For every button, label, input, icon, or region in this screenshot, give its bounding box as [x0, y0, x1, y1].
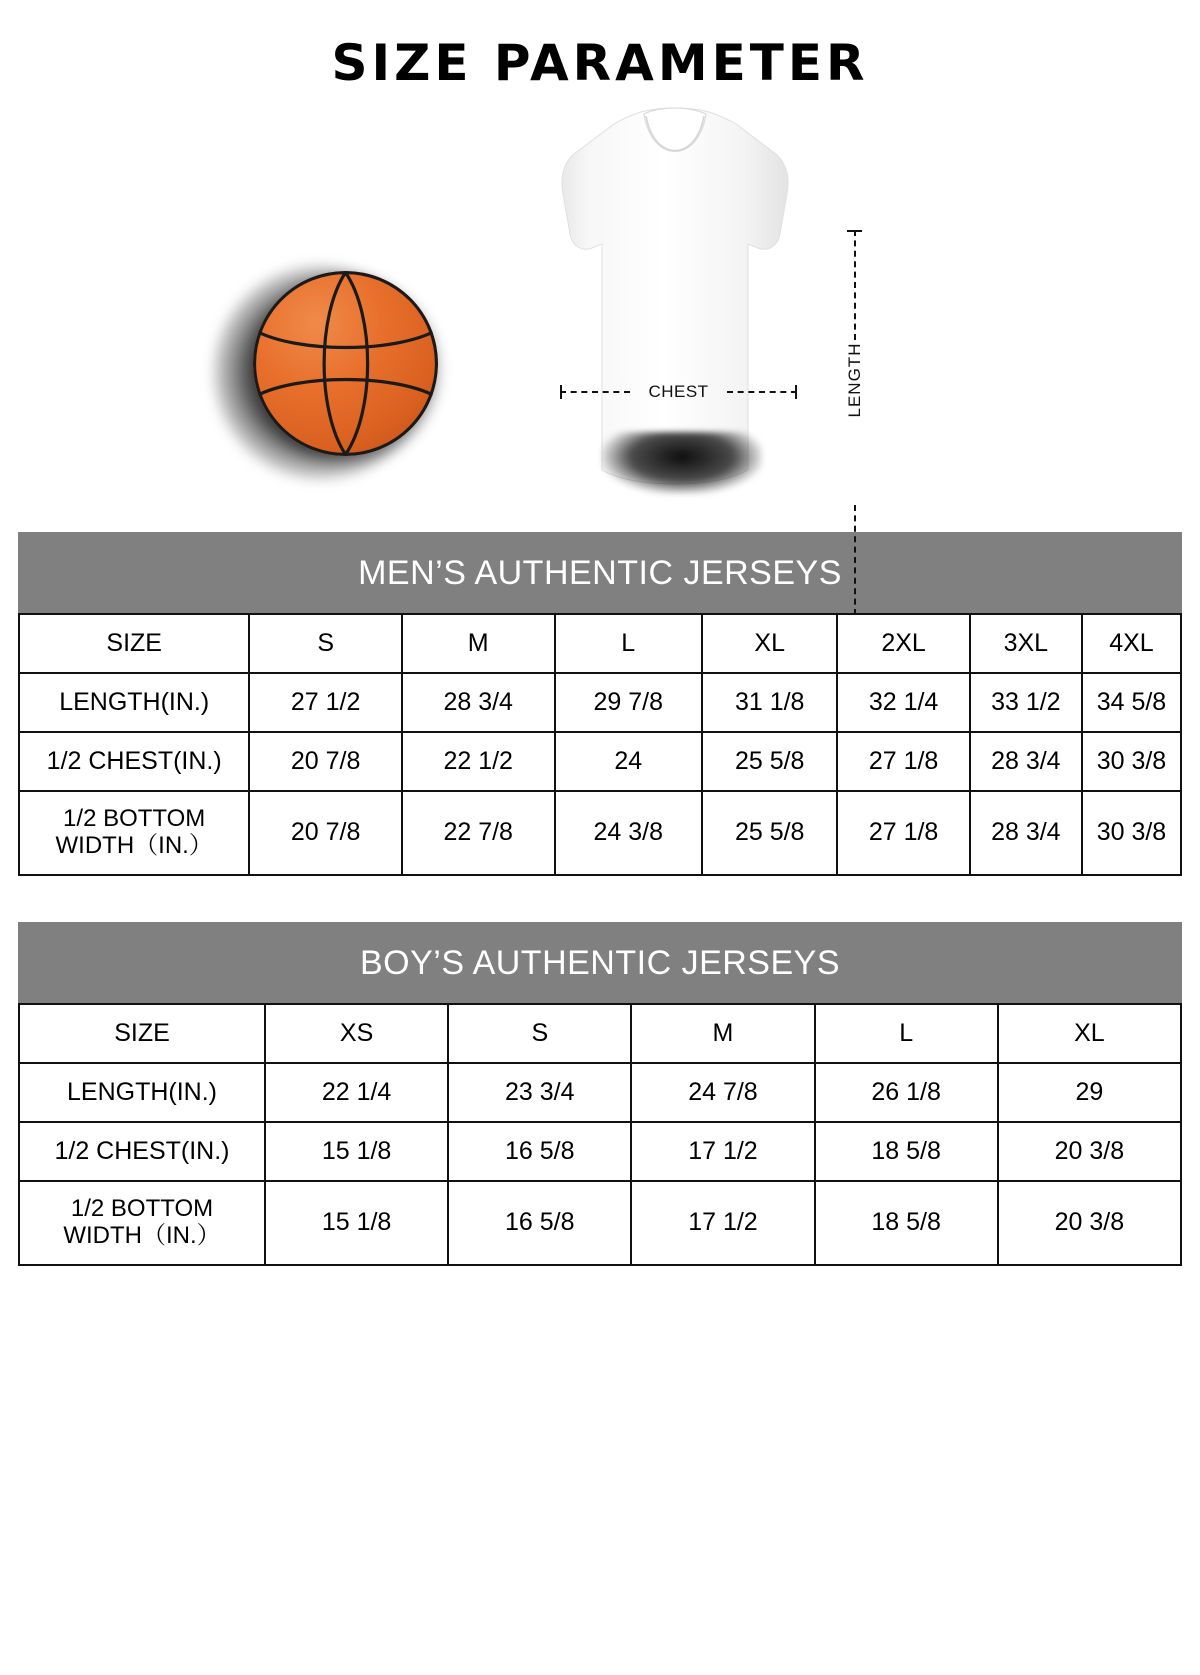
length-cap-bottom [847, 613, 862, 615]
length-measure-line [845, 230, 865, 615]
cell-chest-3xl: 28 3/4 [970, 732, 1082, 791]
row-label-half-bottom-width: 1/2 BOTTOM WIDTH（IN.） [19, 1181, 265, 1265]
table-row [19, 1181, 1181, 1265]
cell-chest-s: 16 5/8 [448, 1122, 631, 1181]
cell-chest-m: 22 1/2 [402, 732, 555, 791]
cell-bottom-l: 18 5/8 [815, 1181, 998, 1265]
illustration-area [0, 102, 1200, 532]
column-header-m: M [402, 614, 555, 673]
cell-bottom-s: 16 5/8 [448, 1181, 631, 1265]
cell-length-l: 26 1/8 [815, 1063, 998, 1122]
boys-table-header: BOY’S AUTHENTIC JERSEYS [18, 922, 1182, 1003]
mens-size-table-block [18, 532, 1182, 876]
mens-size-table [18, 613, 1182, 876]
table-row [19, 732, 1181, 791]
cell-chest-xl: 25 5/8 [702, 732, 837, 791]
cell-length-s: 23 3/4 [448, 1063, 631, 1122]
cell-length-4xl: 34 5/8 [1082, 673, 1181, 732]
page-title: SIZE PARAMETER [331, 34, 869, 92]
length-label: LENGTH [845, 342, 864, 418]
cell-chest-4xl: 30 3/8 [1082, 732, 1181, 791]
column-header-4xl: 4XL [1082, 614, 1181, 673]
cell-length-2xl: 32 1/4 [837, 673, 969, 732]
basketball-icon [253, 271, 438, 456]
column-header-l: L [815, 1004, 998, 1063]
cell-bottom-m: 22 7/8 [402, 791, 555, 875]
row-label-half-bottom-width: 1/2 BOTTOM WIDTH（IN.） [19, 791, 249, 875]
table-header-row [19, 1004, 1181, 1063]
column-header-l: L [555, 614, 703, 673]
cell-length-m: 24 7/8 [631, 1063, 814, 1122]
jersey-illustration [540, 102, 810, 512]
jersey-shadow [602, 432, 762, 494]
basketball-illustration [213, 257, 443, 487]
column-header-s: S [448, 1004, 631, 1063]
cell-bottom-m: 17 1/2 [631, 1181, 814, 1265]
column-header-xl: XL [702, 614, 837, 673]
length-dash-top [854, 230, 856, 340]
cell-bottom-4xl: 30 3/8 [1082, 791, 1181, 875]
cell-length-xl: 29 [998, 1063, 1181, 1122]
cell-length-xl: 31 1/8 [702, 673, 837, 732]
chest-cap-right [795, 385, 797, 399]
boys-size-table [18, 1003, 1182, 1266]
table-row [19, 1122, 1181, 1181]
cell-chest-l: 18 5/8 [815, 1122, 998, 1181]
boys-size-table-block [18, 922, 1182, 1266]
cell-bottom-3xl: 28 3/4 [970, 791, 1082, 875]
table-spacer [0, 876, 1200, 922]
cell-chest-2xl: 27 1/8 [837, 732, 969, 791]
cell-bottom-xl: 20 3/8 [998, 1181, 1181, 1265]
cell-length-l: 29 7/8 [555, 673, 703, 732]
column-header-2xl: 2XL [837, 614, 969, 673]
table-row [19, 791, 1181, 875]
cell-chest-l: 24 [555, 732, 703, 791]
column-header-xl: XL [998, 1004, 1181, 1063]
column-header-3xl: 3XL [970, 614, 1082, 673]
cell-length-xs: 22 1/4 [265, 1063, 448, 1122]
chest-dash-left [560, 391, 630, 393]
column-header-s: S [249, 614, 402, 673]
table-row [19, 1063, 1181, 1122]
cell-length-3xl: 33 1/2 [970, 673, 1082, 732]
row-label-half-chest: 1/2 CHEST(IN.) [19, 1122, 265, 1181]
cell-bottom-2xl: 27 1/8 [837, 791, 969, 875]
mens-table-header: MEN’S AUTHENTIC JERSEYS [18, 532, 1182, 613]
cell-bottom-xl: 25 5/8 [702, 791, 837, 875]
cell-chest-xl: 20 3/8 [998, 1122, 1181, 1181]
cell-chest-s: 20 7/8 [249, 732, 402, 791]
column-header-xs: XS [265, 1004, 448, 1063]
row-label-length: LENGTH(IN.) [19, 673, 249, 732]
table-row [19, 673, 1181, 732]
chest-dash-right [727, 391, 797, 393]
row-label-half-chest: 1/2 CHEST(IN.) [19, 732, 249, 791]
cell-chest-m: 17 1/2 [631, 1122, 814, 1181]
cell-bottom-s: 20 7/8 [249, 791, 402, 875]
chest-label: CHEST [648, 382, 709, 401]
cell-bottom-xs: 15 1/8 [265, 1181, 448, 1265]
length-dash-bottom [854, 505, 856, 615]
column-header-size: SIZE [19, 1004, 265, 1063]
row-label-length: LENGTH(IN.) [19, 1063, 265, 1122]
cell-chest-xs: 15 1/8 [265, 1122, 448, 1181]
chest-measure-line [560, 382, 797, 401]
cell-length-s: 27 1/2 [249, 673, 402, 732]
basketball-seams-icon [253, 271, 438, 456]
column-header-m: M [631, 1004, 814, 1063]
cell-bottom-l: 24 3/8 [555, 791, 703, 875]
cell-length-m: 28 3/4 [402, 673, 555, 732]
column-header-size: SIZE [19, 614, 249, 673]
table-header-row [19, 614, 1181, 673]
